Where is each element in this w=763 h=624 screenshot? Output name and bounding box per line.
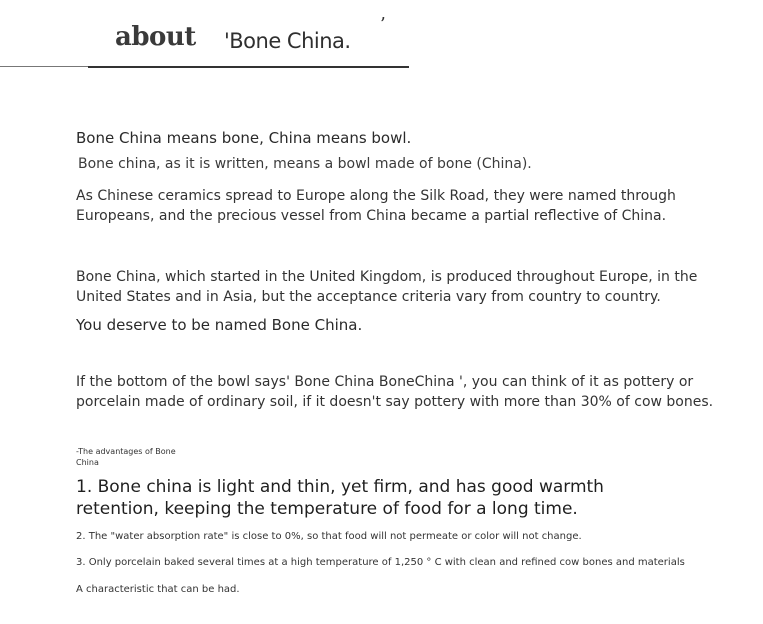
origin-paragraph: Bone China, which started in the United Kingdom, is produced throughout Europe, in the United States and in Asia, but the acceptance criteria vary from country to country. (76, 269, 698, 305)
advantage-item-4: A characteristic that can be had. (76, 584, 240, 595)
silk-road-paragraph: As Chinese ceramics spread to Europe along the Silk Road, they were named through Europeans, and the precious vessel from China became a partial reflective of China. (76, 188, 676, 224)
header-title: 'Bone China. (224, 29, 351, 53)
advantage-item-3: 3. Only porcelain baked several times at a high temperature of 1,250 ° C with clean and refined cow bones and materials (76, 557, 685, 568)
header-quote-mark: ’ (380, 14, 386, 35)
header-divider-thin (0, 66, 95, 67)
intro-line: Bone China means bone, China means bowl. (76, 129, 412, 147)
advantage-item-2: 2. The "water absorption rate" is close to 0%, so that food will not permeate or color will not change. (76, 531, 582, 542)
bottom-mark-paragraph: If the bottom of the bowl says' Bone China BoneChina ', you can think of it as pottery or porcelain made of ordinary soil, if it doesn't say pottery with more than 30% of cow bones. (76, 374, 714, 410)
intro-subline: Bone china, as it is written, means a bowl made of bone (China). (78, 156, 532, 172)
header-divider-thick (88, 66, 409, 68)
header-about: about (115, 22, 196, 52)
advantages-heading: -The advantages of Bone China (76, 447, 176, 467)
naming-line: You deserve to be named Bone China. (76, 316, 363, 334)
advantage-item-1: 1. Bone china is light and thin, yet firm, and has good warmth retention, keeping the temperature of food for a long time. (76, 477, 604, 519)
